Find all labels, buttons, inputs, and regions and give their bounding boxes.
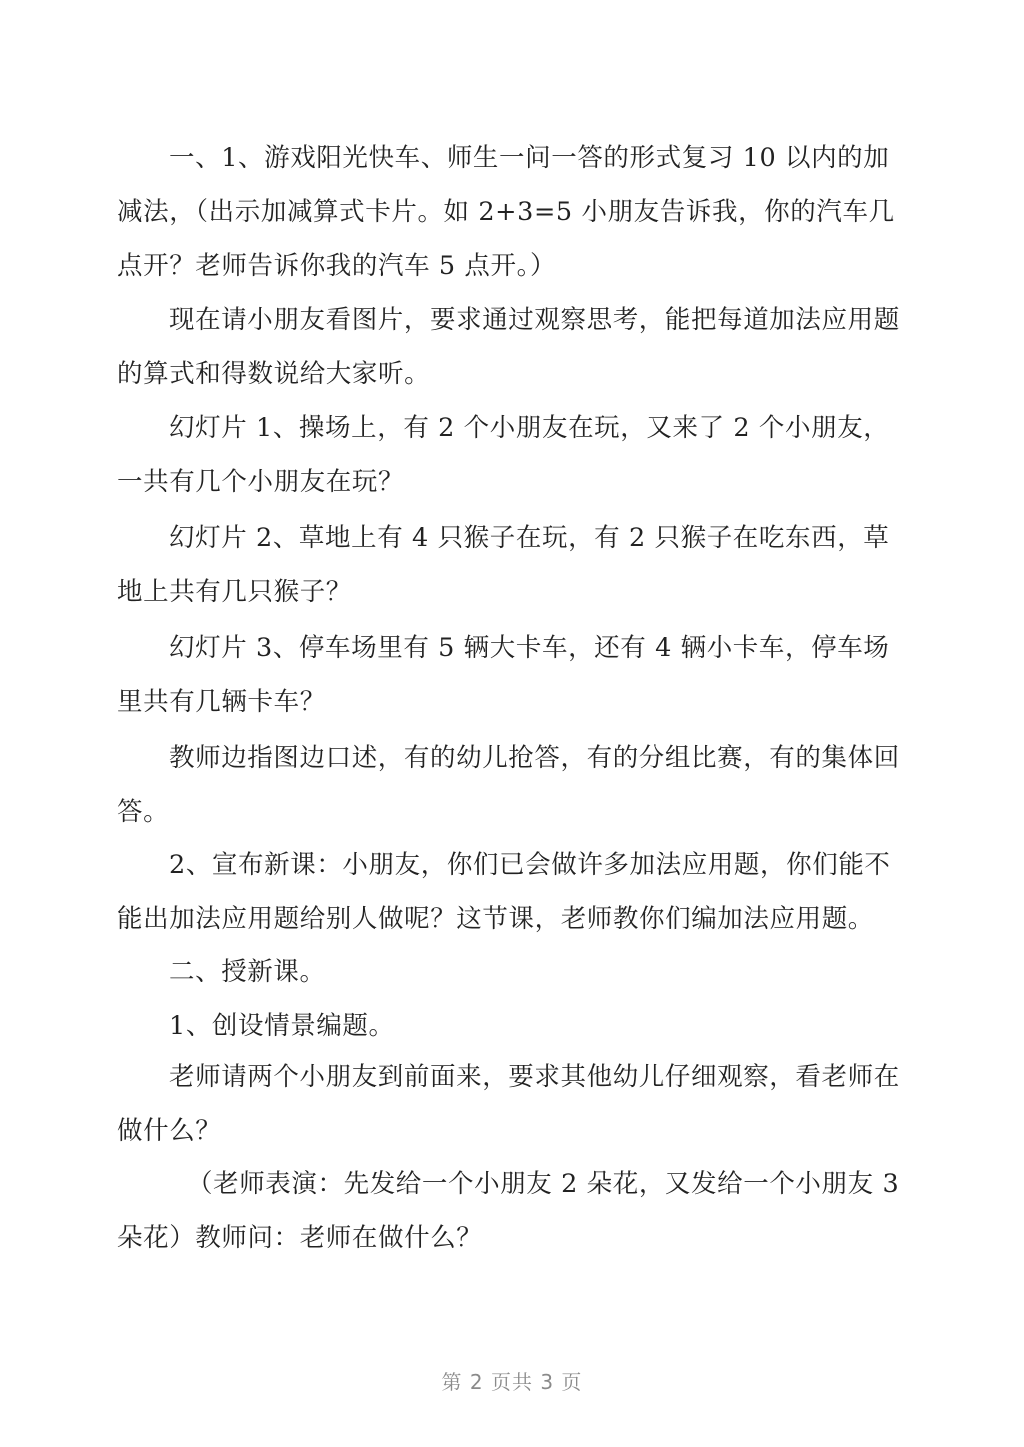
page-footer: 第 2 页共 3 页 bbox=[441, 1370, 583, 1394]
paragraph-slide-3: 幻灯片 3、停车场里有 5 辆大卡车，还有 4 辆小卡车，停车场里共有几辆卡车？ bbox=[117, 633, 890, 717]
paragraph-review-game: 一、1、游戏阳光快车、师生一问一答的形式复习 10 以内的加减法，（出示加减算式卡片。如 2+3=5 小朋友告诉我，你的汽车几点开？老师告诉你我的汽车 5 点开。） bbox=[117, 143, 895, 281]
paragraph-announce-lesson: 2、宣布新课：小朋友，你们已会做许多加法应用题，你们能不能出加法应用题给别人做呢？这节课，老师教你们编加法应用题。 bbox=[117, 850, 891, 934]
paragraph-teacher-performance: （老师表演：先发给一个小朋友 2 朵花，又发给一个小朋友 3 朵花）教师问：老师在做什么？ bbox=[117, 1169, 900, 1253]
paragraph-section-two-heading: 二、授新课。 bbox=[169, 957, 326, 987]
paragraph-slide-2: 幻灯片 2、草地上有 4 只猴子在玩，有 2 只猴子在吃东西，草地上共有几只猴子？ bbox=[117, 523, 890, 607]
paragraph-slide-1: 幻灯片 1、操场上，有 2 个小朋友在玩，又来了 2 个小朋友，一共有几个小朋友在玩？ bbox=[117, 413, 890, 497]
paragraph-teacher-narration: 教师边指图边口述，有的幼儿抢答，有的分组比赛，有的集体回答。 bbox=[117, 743, 900, 827]
paragraph-look-at-pictures: 现在请小朋友看图片，要求通过观察思考，能把每道加法应用题的算式和得数说给大家听。 bbox=[117, 305, 900, 389]
paragraph-two-children: 老师请两个小朋友到前面来，要求其他幼儿仔细观察，看老师在做什么？ bbox=[117, 1062, 900, 1146]
paragraph-create-scenario: 1、创设情景编题。 bbox=[169, 1011, 395, 1041]
